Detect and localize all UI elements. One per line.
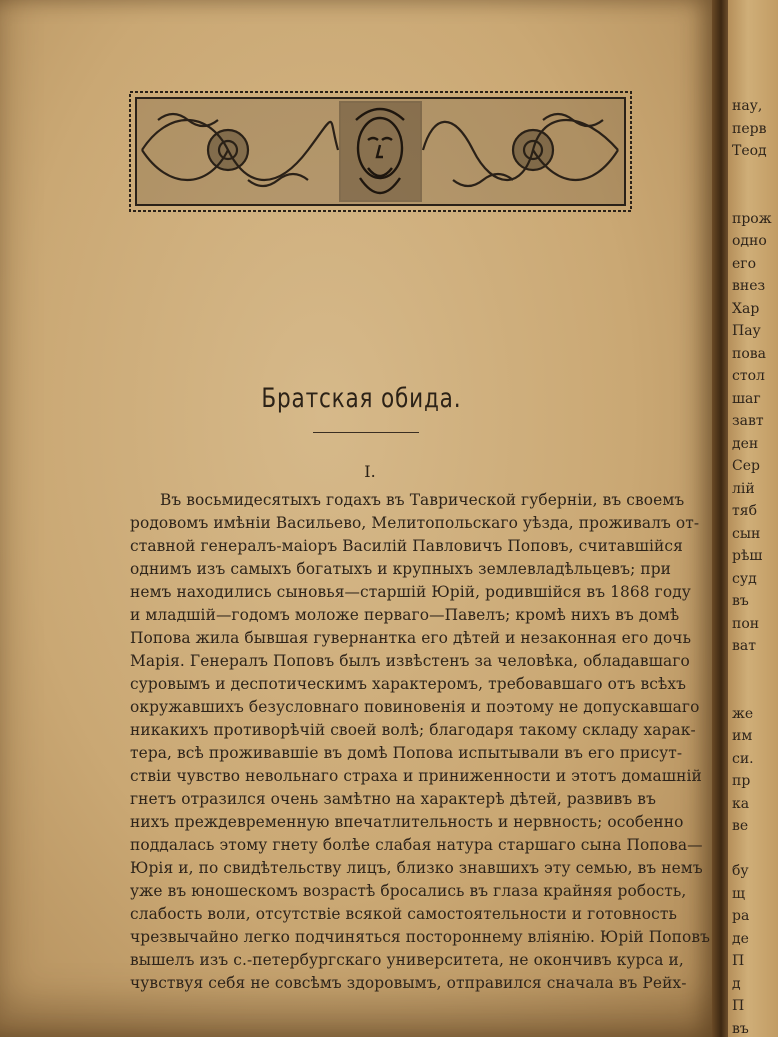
right-page-line: его	[732, 255, 757, 272]
right-page-line: же	[732, 705, 754, 722]
body-line: слабость воли, отсутствіе всякой самостоятельности и готовность	[130, 905, 677, 923]
body-line: и младшій—годомъ моложе перваго—Павелъ; кромѣ нихъ въ домѣ	[130, 606, 680, 624]
title-divider	[313, 432, 419, 433]
right-page-line: прож	[732, 210, 772, 227]
chapter-title: Братская обида.	[261, 383, 462, 414]
right-page-line: ден	[732, 435, 759, 452]
body-line: поддалась этому гнету болѣе слабая натура старшаго сына Попова—	[130, 836, 703, 854]
right-page-line: сын	[732, 525, 761, 542]
body-line: ствіи чувство невольнаго страха и приниженности и этотъ домашній	[130, 767, 702, 785]
body-line: вышелъ изъ с.-петербургскаго университета, не окончивъ курса и,	[130, 951, 684, 969]
right-page-line: тяб	[732, 503, 758, 519]
right-page-line: пова	[732, 345, 766, 362]
right-page-line: щ	[732, 885, 746, 902]
body-line: Марія. Генералъ Поповъ былъ извѣстенъ за человѣка, обладавшаго	[130, 652, 690, 670]
right-page-line: Пау	[732, 323, 761, 339]
book-page-right	[728, 0, 778, 1037]
right-page-line: лій	[732, 480, 755, 497]
right-page-line: рѣш	[732, 548, 763, 564]
right-page-line: П	[732, 953, 745, 969]
ornamental-header-band	[128, 90, 633, 213]
body-line: уже въ юношескомъ возрастѣ бросались въ глаза крайняя робость,	[130, 882, 687, 900]
body-line: родовомъ имѣніи Васильево, Мелитопольскаго уѣзда, проживалъ от-	[130, 514, 700, 532]
body-line: Попова жила бывшая гувернантка его дѣтей и незаконная его дочь	[130, 629, 692, 647]
body-line: однимъ изъ самыхъ богатыхъ и крупныхъ землевладѣльцевъ; при	[130, 560, 672, 578]
right-page-line: П	[732, 998, 745, 1014]
right-page-line: пон	[732, 615, 760, 632]
right-page-line: ват	[732, 638, 756, 654]
body-line: немъ находились сыновья—старшій Юрій, родившійся въ 1868 году	[130, 583, 691, 601]
right-page-line: Сер	[732, 458, 760, 474]
body-line: суровымъ и деспотическимъ характеромъ, требовавшаго отъ всѣхъ	[130, 675, 687, 693]
section-number: I.	[364, 462, 376, 481]
right-page-line: де	[732, 930, 749, 947]
right-page-line: д	[732, 975, 741, 992]
right-page-line: шаг	[732, 390, 761, 407]
body-line: Въ восьмидесятыхъ годахъ въ Таврической губерніи, въ своемъ	[160, 491, 685, 509]
right-page-line: въ	[732, 593, 749, 609]
right-page-line: ка	[732, 795, 750, 812]
right-page-line: внез	[732, 278, 766, 294]
right-page-line: въ	[732, 1020, 749, 1037]
right-page-line: пр	[732, 773, 751, 789]
right-page-line: ве	[732, 818, 749, 834]
right-page-line: си.	[732, 750, 754, 767]
right-page-line: Теод	[732, 143, 767, 159]
body-line: нихъ преждевременную впечатлительность и нервность; особенно	[130, 813, 684, 831]
body-line: гнетъ отразился очень замѣтно на характерѣ дѣтей, развивъ въ	[130, 790, 656, 808]
right-page-line: Хар	[732, 300, 760, 317]
body-line: Юрія и, по свидѣтельству лицъ, близко знавшихъ эту семью, въ немъ	[130, 859, 703, 877]
right-page-line: ра	[732, 908, 750, 924]
body-line: тера, всѣ проживавшіе въ домѣ Попова испытывали въ его присут-	[130, 744, 683, 762]
right-page-line: суд	[732, 570, 757, 587]
right-page-line: им	[732, 728, 753, 744]
body-line: окружавшихъ безусловнаго повиновенія и поэтому не допускавшаго	[130, 698, 700, 716]
right-page-line: завт	[732, 413, 764, 429]
body-line: чрезвычайно легко подчиняться постороннему вліянію. Юрій Поповъ	[130, 928, 710, 946]
right-page-line: перв	[732, 120, 767, 137]
body-line: никакихъ противорѣчій своей волѣ; благодаря такому складу харак-	[130, 721, 696, 739]
right-page-line: одно	[732, 233, 767, 249]
body-line: чувствуя себя не совсѣмъ здоровымъ, отправился сначала въ Рейх-	[130, 974, 687, 992]
body-line: ставной генералъ-маіоръ Василій Павловичъ Поповъ, считавшійся	[130, 537, 683, 555]
right-page-line: нау,	[732, 98, 763, 114]
right-page-line: бу	[732, 863, 749, 879]
right-page-line: стол	[732, 368, 765, 384]
